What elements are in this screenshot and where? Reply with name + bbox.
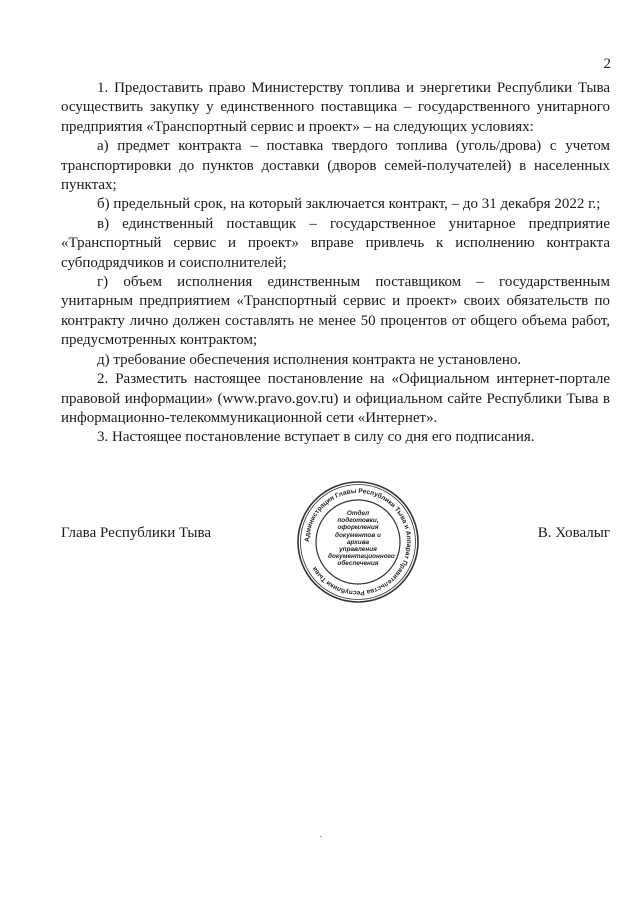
stamp-center-text: Отдел подготовки, оформления документов и архива управления документационного обеспечения: [328, 510, 395, 568]
document-body: [61, 79, 610, 448]
page-number: 2: [603, 56, 611, 72]
paragraph-1c: в) единственный поставщик – государственное унитарное предприятие «Транспортный сервис и проект» вправе привлечь к исполнению контракта субподрядчиков и соисполнителей;: [61, 215, 610, 271]
signatory-position: Глава Республики Тыва: [61, 525, 212, 541]
scan-dot: [320, 836, 322, 837]
official-stamp: [296, 480, 420, 604]
paragraph-1b: б) предельный срок, на который заключается контракт, – до 31 декабря 2022 г.;: [97, 196, 601, 213]
svg-text:Администрация Главы Республики: Администрация Главы Республики Тыва и Аппарат Правительства Республики Тыва: [303, 487, 413, 597]
paragraph-1: 1. Предоставить право Министерству топлива и энергетики Республики Тыва осуществить закупку у единственного поставщика – государственного унитарного предприятия «Транспортный сервис и проект» – на следующих условиях:: [61, 80, 610, 135]
paragraph-1e: д) требование обеспечения исполнения контракта не установлено.: [97, 351, 522, 368]
signatory-name: В. Ховалыг: [537, 525, 610, 541]
paragraph-1d: г) объем исполнения единственным поставщиком – государственным унитарным предприятием «Транспортный сервис и проект» своих обязательств по контракту лично должен составлять не менее 50 процентов от общего объема работ, предусмотренных контрактом;: [61, 274, 610, 349]
paragraph-1a: а) предмет контракта – поставка твердого топлива (уголь/дрова) с учетом транспортировки до пунктов доставки (дворов семей-получателей) в населенных пунктах;: [61, 138, 610, 194]
paragraph-2: 2. Разместить настоящее постановление на «Официальном интернет-портале правовой информации» (www.pravo.gov.ru) и официальном сайте Республики Тыва в информационно-телекоммуникационной сети «Интернет».: [61, 371, 610, 426]
paragraph-3: 3. Настоящее постановление вступает в силу со дня его подписания.: [97, 429, 535, 446]
